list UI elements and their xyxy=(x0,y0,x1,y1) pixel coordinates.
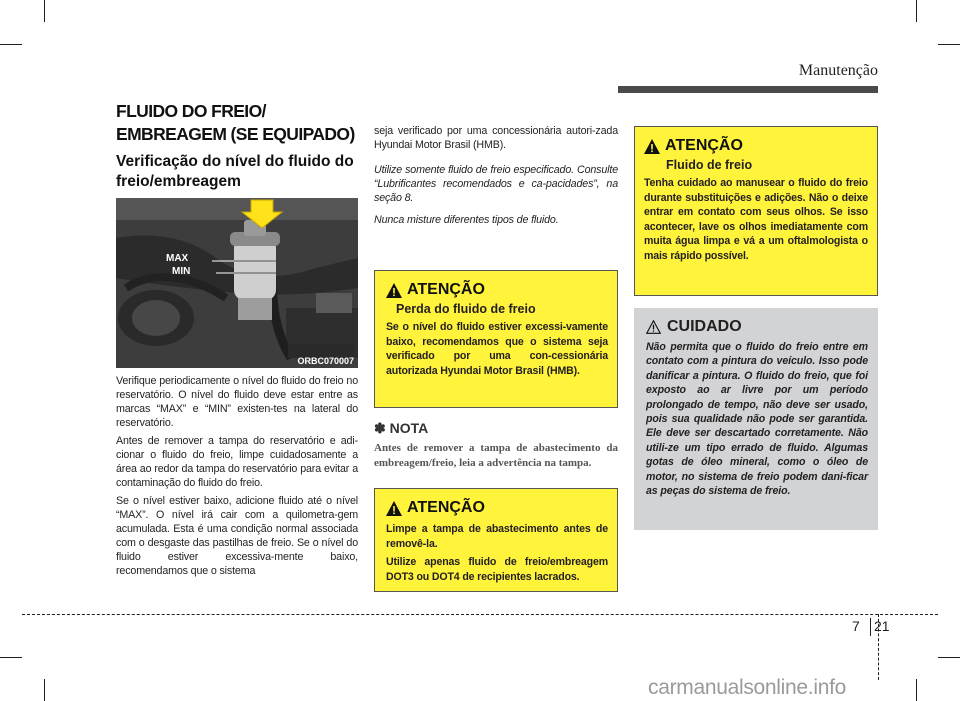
crop-mark xyxy=(44,679,45,701)
figure-label-max: MAX xyxy=(166,253,189,264)
nota-body: Antes de remover a tampa de abastecimento da embreagem/freio, leia a advertência na tampa. xyxy=(374,442,618,469)
italic-paragraph: Nunca misture diferentes tipos de fluido. xyxy=(374,214,559,226)
crop-mark xyxy=(0,44,22,45)
warning-triangle-icon xyxy=(386,501,402,516)
caution-heading-text: CUIDADO xyxy=(667,318,742,335)
warning-body: Tenha cuidado ao manusear o fluido do freio durante substituições e adições. Não o deixe entrar em contato com seus olhos. Se isso acontecer, lave os olhos imediatamente com muita água limpa e vá a um oftalmologista o mais rápido possível. xyxy=(644,177,868,262)
figure-label-min: MIN xyxy=(172,266,191,277)
chapter-number: 7 xyxy=(852,618,860,634)
warning-heading xyxy=(644,137,868,155)
column-1 xyxy=(116,100,358,578)
warning-body: Limpe a tampa de abastecimento antes de removê-la. xyxy=(386,523,608,550)
page-number: 21 xyxy=(874,618,890,634)
warning-heading-text: ATENÇÃO xyxy=(407,281,485,298)
warning-heading-text: ATENÇÃO xyxy=(665,137,743,154)
nota-heading: ✽ NOTA xyxy=(374,420,429,436)
section-subtitle: Verificação do nível do fluido do freio/embreagem xyxy=(116,153,354,190)
warning-heading-text: ATENÇÃO xyxy=(407,499,485,516)
caution-triangle-icon xyxy=(646,320,661,334)
paragraph: Antes de remover a tampa do reservatório e adi-cionar o fluido do freio, limpe cuidadosamente a área ao redor da tampa do reservatório para evitar a contaminação do fluido do freio. xyxy=(116,435,358,489)
body-text-col2 xyxy=(374,124,618,152)
warning-triangle-icon xyxy=(644,139,660,154)
caution-body: Não permita que o fluido do freio entre em contato com a pintura do veículo. Isso pode danificar a pintura. O fluido do freio, que foi exposto ao ar livre por um período prolongado de tempo, não deve ser usado, pois sua qualidade não pode ser garantida. Ele deve ser descartado corretamente. Não utili-ze um tipo errado de fluido. Algumas gotas de óleo mineral, como o óleo de motor, no sistema de freio podem dani-ficar as peças do sistema de freio. xyxy=(646,341,868,498)
warning-box-brake-fluid xyxy=(634,126,878,296)
paragraph: seja verificado por uma concessionária autori-zada Hyundai Motor Brasil (HMB). xyxy=(374,125,618,151)
column-2 xyxy=(374,124,618,227)
crop-mark xyxy=(916,0,917,22)
warning-subheading: Perda do fluido de freio xyxy=(396,302,536,316)
warning-triangle-icon xyxy=(386,283,402,298)
warning-body: Se o nível do fluido estiver excessi-vamente baixo, recomendamos que o sistema seja verificado por uma con-cessionária autorizada Hyundai Motor Brasil (HMB). xyxy=(386,321,608,377)
engine-figure xyxy=(116,198,358,368)
warning-heading xyxy=(386,499,608,517)
figure-code: ORBC070007 xyxy=(297,356,354,366)
body-text-col1 xyxy=(116,374,358,578)
crop-mark xyxy=(938,657,960,658)
crop-mark xyxy=(938,44,960,45)
caution-box xyxy=(634,308,878,530)
engine-illustration xyxy=(116,198,358,368)
crop-mark xyxy=(916,679,917,701)
page-title: FLUIDO DO FREIO/ EMBREAGEM (SE EQUIPADO) xyxy=(116,101,355,144)
crop-mark xyxy=(0,657,22,658)
warning-subheading: Fluido de freio xyxy=(666,158,753,172)
paragraph: Se o nível estiver baixo, adicione fluido até o nível “MAX”. O nível irá cair com a quilometra-gem acumulada. Esta é uma condição normal associada com o desgaste das pastilhas de freio. Se o nível do fluido estiver excessiva-mente baixo, recomendamos que o sistema xyxy=(116,495,358,577)
paragraph: Verifique periodicamente o nível do fluido do freio no reservatório. O nível do fluido deve estar entre as marcas “MAX” e “MIN” existen-tes na lateral do reservatório. xyxy=(116,375,358,429)
footer-dashed-line xyxy=(22,614,938,615)
page-number-separator xyxy=(870,618,871,636)
caution-heading xyxy=(646,318,868,336)
italic-notes xyxy=(374,163,618,227)
section-header: Manutenção xyxy=(798,62,878,79)
crop-mark xyxy=(44,0,45,22)
italic-paragraph: Utilize somente fluido de freio especificado. Consulte “Lubrificantes recomendados e ca-pacidades”, na seção 8. xyxy=(374,164,618,204)
header-bar xyxy=(618,86,878,93)
warning-body: Utilize apenas fluido de freio/embreagem DOT3 ou DOT4 de recipientes lacrados. xyxy=(386,556,608,583)
warning-heading xyxy=(386,281,608,299)
warning-box-fluid-loss xyxy=(374,270,618,408)
warning-box-cap xyxy=(374,488,618,592)
watermark: carmanualsonline.info xyxy=(648,676,846,699)
